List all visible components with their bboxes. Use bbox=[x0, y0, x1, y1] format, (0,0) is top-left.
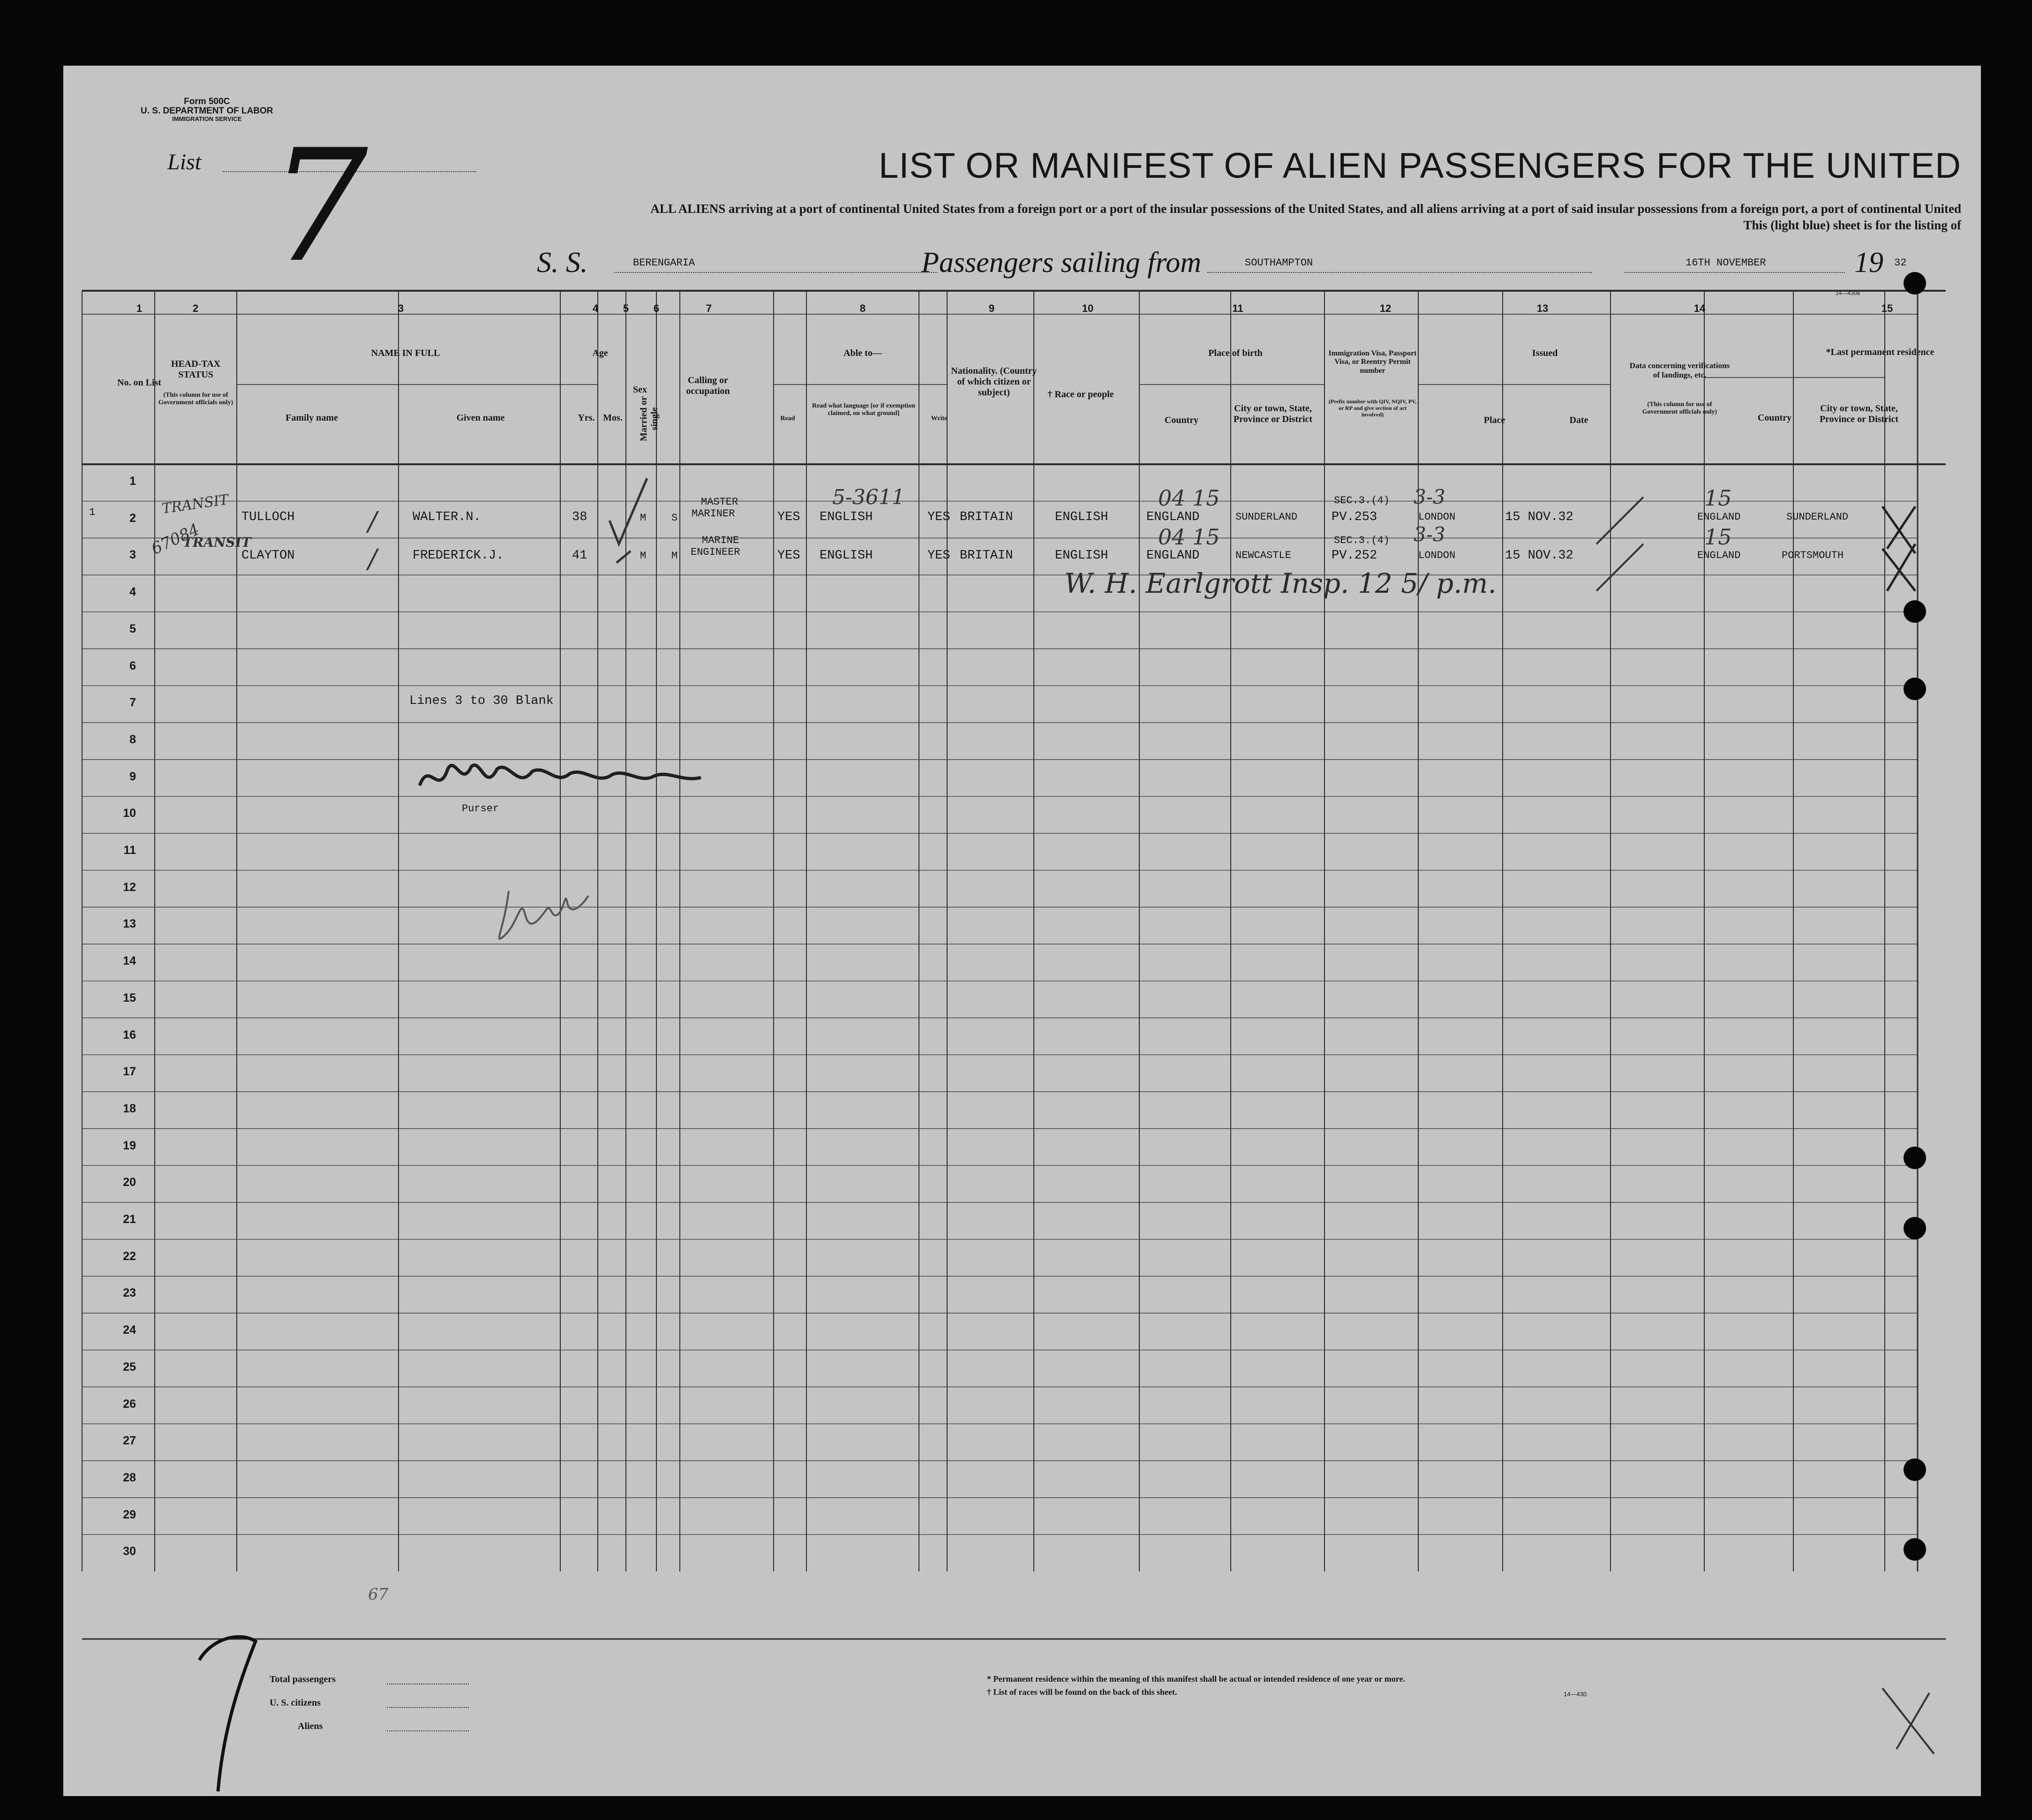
header-visa: Immigration Visa, Passport Visa, or Reentry Permit number bbox=[1328, 349, 1417, 375]
punch-hole-7 bbox=[1904, 1538, 1926, 1561]
list-label: List bbox=[167, 150, 202, 174]
row-2-res-country: ENGLAND bbox=[1697, 550, 1741, 561]
row-2-given-name: FREDERICK.J. bbox=[413, 549, 504, 563]
row-1-nationality: BRITAIN bbox=[960, 510, 1013, 524]
row-1-issued-date: 15 NOV.32 bbox=[1505, 510, 1573, 524]
col-number-5: 5 bbox=[623, 302, 629, 314]
row-2-issued-date: 15 NOV.32 bbox=[1505, 549, 1573, 563]
col-number-10: 10 bbox=[1082, 302, 1094, 314]
row-1-race: ENGLISH bbox=[1055, 510, 1108, 524]
header-res-city: City or town, State, Province or District bbox=[1819, 403, 1899, 424]
row-1-language: ENGLISH bbox=[820, 510, 873, 524]
row-number: 24 bbox=[123, 1323, 136, 1337]
header-no-on-list: No. on List bbox=[117, 378, 161, 388]
header-res-country: Country bbox=[1757, 413, 1792, 423]
header-issued: Issued bbox=[1532, 348, 1558, 358]
footer-form-code: 14—430 bbox=[1564, 1691, 1587, 1698]
header-issued-place: Place bbox=[1483, 415, 1505, 425]
row-number: 28 bbox=[123, 1471, 136, 1484]
row-2-age-yrs: 41 bbox=[572, 549, 587, 563]
header-race: † Race or people bbox=[1047, 389, 1114, 400]
footer-seven-mark bbox=[181, 1623, 321, 1810]
departure-port: SOUTHAMPTON bbox=[1245, 257, 1313, 269]
punch-hole-3 bbox=[1904, 678, 1926, 700]
punch-hole-6 bbox=[1904, 1458, 1926, 1481]
row-number: 30 bbox=[123, 1545, 136, 1558]
intro-line-1: ALL ALIENS arriving at a port of continental United States from a foreign port or a port of the insular possessions of the United States, and all aliens arriving at a port of said insular possessions from a foreign port, a port of continental United bbox=[650, 202, 1961, 216]
row-1-calling-line-2: MARINER bbox=[692, 508, 735, 520]
intro-line-2: This (light blue) sheet is for the listing of bbox=[1743, 218, 1961, 232]
row-number: 15 bbox=[123, 991, 136, 1004]
row-2-read: YES bbox=[777, 549, 800, 563]
header-write: Write bbox=[931, 415, 948, 422]
purser-signatures bbox=[410, 741, 832, 985]
row-1-visa-number: PV.253 bbox=[1332, 510, 1377, 524]
head-tax-stamp-1: TRANSIT bbox=[161, 491, 230, 517]
us-citizens-label: U. S. citizens bbox=[270, 1698, 321, 1708]
row-1-res-country: ENGLAND bbox=[1697, 511, 1741, 523]
row-1-age-yrs: 38 bbox=[572, 510, 587, 524]
header-last-residence: *Last permanent residence bbox=[1826, 347, 1934, 357]
header-nationality: Nationality. (Country of which citizen or subject) bbox=[951, 366, 1037, 398]
col-number-14: 14 bbox=[1693, 302, 1706, 314]
col-number-13: 13 bbox=[1536, 302, 1549, 314]
header-visa-note: (Prefix number with QIV, NQIV, PV, or RP and give section of act involved) bbox=[1328, 398, 1417, 418]
inspector-signature: W. H. Earlgrott Insp. 12 5/ p.m. bbox=[1064, 567, 1497, 599]
form-number: Form 500C bbox=[184, 97, 230, 106]
row-2-calling-line-1: MARINE bbox=[702, 535, 739, 546]
col-number-15: 15 bbox=[1881, 302, 1893, 314]
language-code-note: 5-3611 bbox=[832, 485, 905, 509]
ship-name: BERENGARIA bbox=[633, 257, 695, 269]
row-number: 9 bbox=[129, 770, 136, 783]
manifest-grid bbox=[63, 66, 1981, 1796]
row-2-res-city: PORTSMOUTH bbox=[1782, 550, 1844, 561]
row-number: 16 bbox=[123, 1028, 136, 1042]
row-number: 17 bbox=[123, 1065, 136, 1079]
birth-code-row-1: 04 15 bbox=[1158, 485, 1220, 511]
header-birth-country: Country bbox=[1164, 415, 1199, 425]
row-number: 6 bbox=[129, 659, 136, 672]
row-1-calling-line-1: MASTER bbox=[701, 496, 738, 508]
row-number: 13 bbox=[123, 917, 136, 931]
sailing-label: Passengers sailing from bbox=[921, 247, 1202, 279]
header-calling: Calling or occupation bbox=[686, 375, 730, 396]
col-number-8: 8 bbox=[859, 302, 866, 314]
col-number-2: 2 bbox=[192, 302, 199, 314]
birth-code-row-2: 04 15 bbox=[1158, 524, 1220, 550]
year-prefix: 19 bbox=[1854, 247, 1883, 279]
aliens-line bbox=[387, 1730, 469, 1731]
aliens-label: Aliens bbox=[298, 1721, 323, 1731]
col-number-11: 11 bbox=[1232, 302, 1243, 314]
header-married: Married or single bbox=[639, 396, 660, 442]
col-number-12: 12 bbox=[1379, 302, 1392, 314]
residence-code-row-1: 15 bbox=[1704, 485, 1732, 511]
footer-x-mark bbox=[1868, 1679, 1962, 1773]
row-number: 18 bbox=[123, 1102, 136, 1115]
blank-lines-note: Lines 3 to 30 Blank bbox=[409, 694, 554, 708]
department-name: U. S. DEPARTMENT OF LABOR bbox=[141, 106, 273, 116]
footer-note-1: * Permanent residence within the meaning of this manifest shall be actual or intended residence of one year or more. bbox=[987, 1674, 1405, 1684]
verification-marks bbox=[1578, 478, 1662, 633]
manifest-title: LIST OR MANIFEST OF ALIEN PASSENGERS FOR THE UNITED bbox=[879, 146, 1961, 186]
row-1-birth-country: ENGLAND bbox=[1146, 510, 1200, 524]
row-2-calling-line-2: ENGINEER bbox=[691, 546, 740, 558]
check-mark-row-2: / bbox=[368, 544, 377, 574]
row-number: 7 bbox=[129, 696, 136, 710]
row-number: 29 bbox=[123, 1508, 136, 1521]
header-yrs: Yrs. bbox=[578, 413, 595, 423]
row-number: 25 bbox=[123, 1360, 136, 1374]
header-family-name: Family name bbox=[286, 413, 338, 423]
row-number: 11 bbox=[123, 844, 136, 857]
col-number-6: 6 bbox=[653, 302, 660, 314]
header-place-of-birth: Place of birth bbox=[1208, 348, 1263, 358]
row-1-res-city: SUNDERLAND bbox=[1786, 511, 1849, 523]
header-given-name: Given name bbox=[456, 413, 505, 423]
head-tax-number: 67084 bbox=[148, 520, 203, 559]
row-2-issued-place: LONDON bbox=[1418, 550, 1456, 561]
row-number: 1 bbox=[129, 475, 136, 488]
sailing-date: 16TH NOVEMBER bbox=[1686, 257, 1766, 269]
row-2-race: ENGLISH bbox=[1055, 549, 1108, 563]
header-age: Age bbox=[592, 348, 608, 358]
manifest-sheet bbox=[63, 66, 1981, 1796]
header-head-tax-note: (This column for use of Government officials only) bbox=[158, 392, 233, 407]
punch-hole-2 bbox=[1904, 600, 1926, 623]
small-pencil-mark: 67 bbox=[368, 1585, 389, 1604]
header-issued-date: Date bbox=[1569, 415, 1588, 425]
row-number: 12 bbox=[123, 880, 136, 894]
punch-hole-5 bbox=[1904, 1217, 1926, 1239]
age-check-marks bbox=[602, 469, 659, 572]
row-1-no: 1 bbox=[89, 506, 96, 518]
row-2-birth-country: ENGLAND bbox=[1146, 549, 1200, 563]
purser-label: Purser bbox=[462, 803, 499, 815]
row-2-visa-number: PV.252 bbox=[1332, 549, 1377, 563]
row-number: 14 bbox=[123, 954, 136, 968]
header-verification-note: (This column for use of Government officials only) bbox=[1642, 401, 1717, 416]
row-number: 4 bbox=[129, 585, 136, 599]
row-number: 3 bbox=[129, 548, 136, 562]
row-2-nationality: BRITAIN bbox=[960, 549, 1013, 563]
visa-code-row-1: 3-3 bbox=[1414, 485, 1445, 508]
visa-code-row-2: 3-3 bbox=[1414, 523, 1445, 546]
row-2-marital: M bbox=[671, 550, 678, 562]
check-mark-row-1: / bbox=[368, 506, 377, 537]
header-read: Read bbox=[780, 415, 795, 422]
header-birth-city: City or town, State, Province or District bbox=[1233, 403, 1313, 424]
row-number: 26 bbox=[123, 1397, 136, 1411]
row-2-visa-section: SEC.3.(4) bbox=[1334, 535, 1390, 546]
ss-label: S. S. bbox=[537, 247, 588, 279]
row-number: 21 bbox=[123, 1213, 136, 1226]
col-number-7: 7 bbox=[706, 302, 712, 314]
head-tax-stamp-2: TRANSIT bbox=[183, 535, 251, 550]
row-number: 27 bbox=[123, 1434, 136, 1448]
row-2-family-name: CLAYTON bbox=[241, 549, 295, 563]
year-suffix: 32 bbox=[1894, 257, 1907, 269]
row-number: 2 bbox=[129, 511, 136, 525]
header-mos: Mos. bbox=[603, 413, 623, 423]
row-1-marital: S bbox=[671, 512, 678, 524]
form-code-top: 14—430a bbox=[1836, 290, 1860, 296]
residence-code-row-2: 15 bbox=[1704, 524, 1732, 550]
row-1-family-name: TULLOCH bbox=[241, 510, 295, 524]
row-1-given-name: WALTER.N. bbox=[413, 510, 481, 524]
row-number: 5 bbox=[129, 622, 136, 635]
row-2-language: ENGLISH bbox=[820, 549, 873, 563]
header-name-in-full: NAME IN FULL bbox=[371, 348, 440, 358]
header-read-language: Read what language [or if exemption claimed, on what ground] bbox=[812, 402, 916, 417]
col-number-9: 9 bbox=[988, 302, 995, 314]
row-2-write: YES bbox=[927, 549, 950, 563]
row-2-birth-city: NEWCASTLE bbox=[1235, 550, 1291, 561]
header-sex: Sex bbox=[633, 385, 647, 395]
row-number: 8 bbox=[129, 733, 136, 746]
total-passengers-label: Total passengers bbox=[270, 1674, 336, 1684]
punch-hole-4 bbox=[1904, 1147, 1926, 1169]
row-1-write: YES bbox=[927, 510, 950, 524]
row-number: 22 bbox=[123, 1249, 136, 1263]
service-name: IMMIGRATION SERVICE bbox=[172, 115, 242, 122]
row-number: 23 bbox=[123, 1286, 136, 1300]
residence-x-marks bbox=[1864, 497, 1939, 647]
footer-note-2: † List of races will be found on the back of this sheet. bbox=[987, 1687, 1177, 1697]
row-1-birth-city: SUNDERLAND bbox=[1235, 511, 1298, 523]
col-number-3: 3 bbox=[398, 302, 404, 314]
row-1-visa-section: SEC.3.(4) bbox=[1334, 495, 1390, 506]
punch-hole-1 bbox=[1904, 272, 1926, 295]
row-number: 19 bbox=[123, 1139, 136, 1152]
col-number-1: 1 bbox=[136, 302, 143, 314]
header-able-to: Able to— bbox=[843, 348, 882, 358]
us-citizens-line bbox=[387, 1707, 469, 1708]
row-1-read: YES bbox=[777, 510, 800, 524]
row-1-issued-place: LONDON bbox=[1418, 511, 1456, 523]
row-number: 20 bbox=[123, 1176, 136, 1189]
col-number-4: 4 bbox=[592, 302, 599, 314]
row-2-sex: M bbox=[640, 550, 647, 562]
header-head-tax: HEAD-TAX STATUS bbox=[171, 359, 221, 380]
row-1-sex: M bbox=[640, 512, 647, 524]
row-number: 10 bbox=[123, 807, 136, 820]
header-verification: Data concerning verifications of landings, etc. bbox=[1629, 361, 1730, 379]
list-number: 7 bbox=[270, 116, 368, 296]
